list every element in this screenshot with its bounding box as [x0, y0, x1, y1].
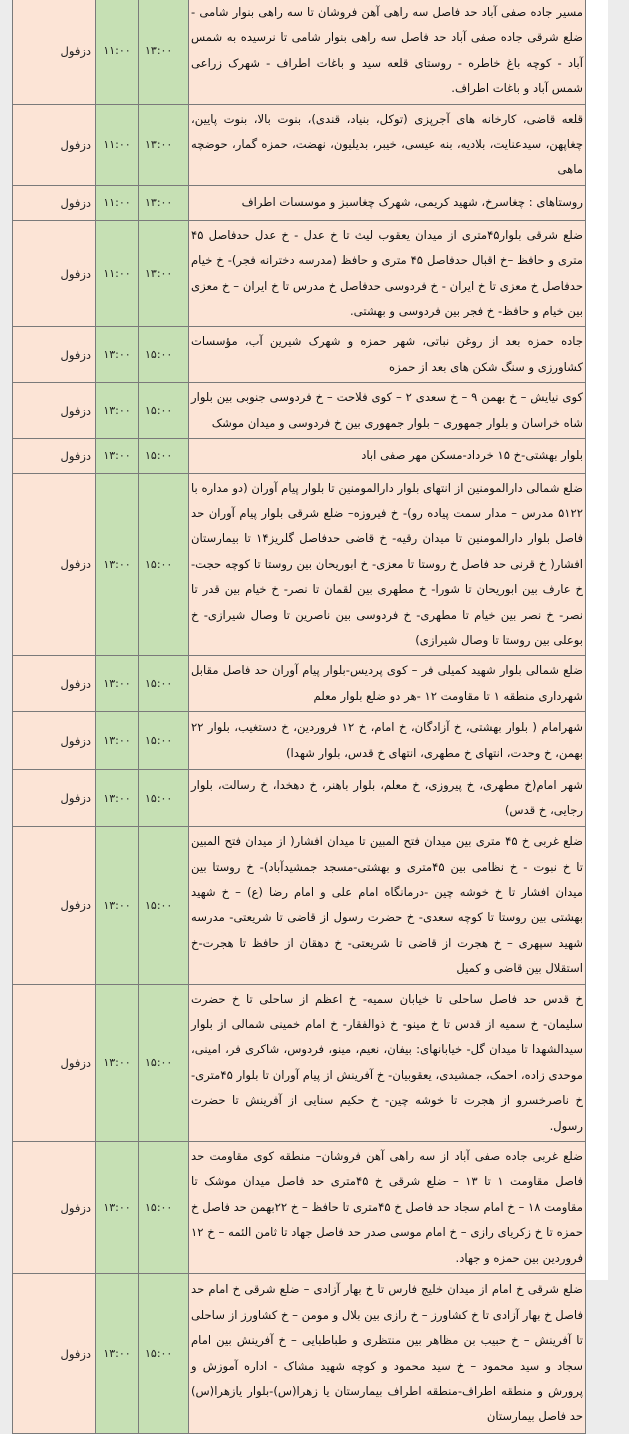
table-row [13, 220, 586, 327]
area-description-cell: ضلع شمالی دارالمومنین از انتهای بلوار دارالمومنین تا بلوار پیام آوران (دو مداره با ۵۱۲۲ مدرس – مدار سمت پیاده رو)- خ فیروزه– ضلع شرقی بلوار پیام آوران حد فاصل بلوار دارالمومنین تا میدان رقیه- خ قاضی حدفاصل گلریز۱۴ تا بیمارستان افشار( خ قرنی حد فاصل خ روستا تا معزی- خ ابوریحان بین روستا تا کوچه حجت-خ عارف بین ابوریحان تا شورا- خ مطهری بین لقمان تا نصر- خ خیام بین قدر تا نصر- خ نصر بین خیام تا مطهری- خ فردوسی بین ناصرین تا وصال شیرازی- خ بوعلی بین روستا تا وصال شیرازی) [189, 473, 586, 656]
start-time-cell: ۱۳:۰۰ [96, 383, 139, 439]
start-time-cell: ۱۳:۰۰ [96, 984, 139, 1141]
start-time-cell: ۱۱:۰۰ [96, 220, 139, 327]
area-description-cell: روستاهای : چغاسرخ، شهید کریمی، شهرک چغاسبز و موسسات اطراف [189, 185, 586, 220]
start-time-cell: ۱۱:۰۰ [96, 104, 139, 185]
city-cell: دزفول [13, 104, 96, 185]
end-time-cell: ۱۵:۰۰ [139, 1142, 189, 1274]
table-row [13, 473, 586, 656]
end-time-cell: ۱۳:۰۰ [139, 220, 189, 327]
table-row [13, 0, 586, 104]
start-time-cell: ۱۳:۰۰ [96, 439, 139, 473]
city-cell: دزفول [13, 827, 96, 984]
end-time-cell: ۱۵:۰۰ [139, 383, 189, 439]
area-description-cell: کوی نیایش – خ بهمن ۹ – خ سعدی ۲ – کوی فلاحت – خ فردوسی جنوبی بین بلوار شاه خراسان و بلوار جمهوری – بلوار جمهوری بین خ فردوسی و میدان موشک [189, 383, 586, 439]
end-time-cell: ۱۵:۰۰ [139, 1274, 189, 1434]
table-row [13, 1142, 586, 1274]
end-time-cell: ۱۵:۰۰ [139, 327, 189, 383]
table-row [13, 383, 586, 439]
page-margin-strip [586, 0, 608, 1280]
area-description-cell: بلوار بهشتی-خ ۱۵ خرداد-مسکن مهر صفی اباد [189, 439, 586, 473]
start-time-cell: ۱۳:۰۰ [96, 327, 139, 383]
end-time-cell: ۱۵:۰۰ [139, 984, 189, 1141]
table-row [13, 104, 586, 185]
table-row [13, 656, 586, 712]
area-description-cell: شهر امام(خ مطهری، خ پیروزی، خ معلم، بلوار باهنر، خ دهخدا، خ رسالت، بلوار رجایی، خ قدس) [189, 770, 586, 827]
city-cell: دزفول [13, 770, 96, 827]
start-time-cell: ۱۱:۰۰ [96, 185, 139, 220]
start-time-cell: ۱۳:۰۰ [96, 712, 139, 770]
table-row [13, 770, 586, 827]
end-time-cell: ۱۳:۰۰ [139, 0, 189, 104]
city-cell: دزفول [13, 473, 96, 656]
end-time-cell: ۱۳:۰۰ [139, 185, 189, 220]
outage-schedule-table-container [12, 0, 586, 1434]
end-time-cell: ۱۵:۰۰ [139, 439, 189, 473]
end-time-cell: ۱۵:۰۰ [139, 712, 189, 770]
area-description-cell: ضلع شمالی بلوار شهید کمیلی فر – کوی پردیس-بلوار پیام آوران حد فاصل مقابل شهرداری منطقه ۱ تا مقاومت ۱۲ -هر دو ضلع بلوار معلم [189, 656, 586, 712]
area-description-cell: ضلع غربی خ ۴۵ متری بین میدان فتح المبین تا میدان افشار( از میدان فتح المبین تا خ نبوت - خ نظامی بین ۴۵متری و بهشتی-مسجد جمشیدآباد)- خ روستا بین میدان افشار تا خ خوشه چین -درمانگاه امام علی و امام رضا (ع) – خ شهید بهشتی بین روستا تا کوچه سعدی- خ حضرت رسول از قاضی تا شریعتی- مدرسه شهید سپهری – خ هجرت از قاضی تا شریعتی- خ دهقان از حافظ تا هجرت-خ استقلال بین قاضی و کمیل [189, 827, 586, 984]
area-description-cell: ضلع شرقی خ امام از میدان خلیج فارس تا خ بهار آزادی – ضلع شرقی خ امام حد فاصل خ بهار آزادی تا خ کشاورز – خ رازی بین بلال و مومن – خ کشاورز از ساحلی تا آفرینش – خ حبیب بن مظاهر بین منتظری و طباطبایی – خ آفرینش بین امام سجاد و سید محمود – خ سید محمود و کوچه شهید مشاک - اداره آموزش و پرورش و منطقه اطراف-منطقه اطراف بیمارستان یا زهرا(س)-بلوار یازهرا(س) حد فاصل بیمارستان [189, 1274, 586, 1434]
area-description-cell: ضلع غربی جاده صفی آباد از سه راهی آهن فروشان– منطقه کوی مقاومت حد فاصل مقاومت ۱ تا ۱۳ – ضلع شرقی خ ۴۵متری حد فاصل میدان موشک تا مقاومت ۱۸ – خ امام سجاد حد فاصل خ ۴۵متری تا حافظ – خ ۲۲بهمن حد فاصل خ حمزه تا خ زکریای رازی – خ امام موسی صدر حد فاصل جهاد تا ثامن الئمه – خ ۱۲ فروردین بین حمزه و جهاد. [189, 1142, 586, 1274]
area-description-cell: ضلع شرقی بلوار۴۵متری از میدان یعقوب لیث تا خ عدل - خ عدل حدفاصل ۴۵ متری و حافظ –خ اقبال حدفاصل ۴۵ متری و حافظ (مدرسه دخترانه فجر)- خ خیام حدفاصل خ معزی تا خ ایران - خ فردوسی حدفاصل خ مدرس تا خ ایران – خ معزی بین خیام و حافظ- خ فجر بین فردوسی و بهشتی. [189, 220, 586, 327]
start-time-cell: ۱۳:۰۰ [96, 827, 139, 984]
end-time-cell: ۱۵:۰۰ [139, 770, 189, 827]
table-row [13, 1274, 586, 1434]
city-cell: دزفول [13, 383, 96, 439]
end-time-cell: ۱۵:۰۰ [139, 473, 189, 656]
city-cell: دزفول [13, 656, 96, 712]
city-cell: دزفول [13, 185, 96, 220]
start-time-cell: ۱۳:۰۰ [96, 656, 139, 712]
table-row [13, 712, 586, 770]
area-description-cell: قلعه قاضی، کارخانه های آجرپزی (توکل، بنیاد، قندی)، بنوت بالا، بنوت پایین، چغاپهن، سیدعنایت، بلادیه، بنه عیسی، خیبر، بدیلیون، نهضت، حمزه گمار، حوضچه ماهی [189, 104, 586, 185]
city-cell: دزفول [13, 984, 96, 1141]
start-time-cell: ۱۳:۰۰ [96, 473, 139, 656]
table-row [13, 984, 586, 1141]
outage-schedule-table [12, 0, 586, 1434]
city-cell: دزفول [13, 220, 96, 327]
area-description-cell: جاده حمزه بعد از روغن نباتی، شهر حمزه و شهرک شیرین آب، مؤسسات کشاورزی و سنگ شکن های بعد از حمزه [189, 327, 586, 383]
start-time-cell: ۱۱:۰۰ [96, 0, 139, 104]
city-cell: دزفول [13, 327, 96, 383]
city-cell: دزفول [13, 712, 96, 770]
end-time-cell: ۱۳:۰۰ [139, 104, 189, 185]
city-cell: دزفول [13, 1142, 96, 1274]
table-row [13, 827, 586, 984]
table-row [13, 439, 586, 473]
table-row [13, 185, 586, 220]
start-time-cell: ۱۳:۰۰ [96, 1142, 139, 1274]
table-body [13, 0, 586, 1434]
area-description-cell: شهرامام ( بلوار بهشتی، خ آزادگان، خ امام، خ ۱۲ فروردین، خ دستغیب، بلوار ۲۲ بهمن، خ وحدت، انتهای خ مطهری، انتهای خ قدس، بلوار شهدا) [189, 712, 586, 770]
area-description-cell: خ قدس حد فاصل ساحلی تا خیابان سمیه- خ اعظم از ساحلی تا خ حضرت سلیمان- خ سمیه از قدس تا خ مینو- خ ذوالفقار- خ امام خمینی شمالی از بلوار سیدالشهدا تا میدان گل- خیابانهای: بیفان، نعیم، مینو، فردوس، شاکری فر، امینی، موحدی زاده، احمک، جمشیدی، یعقوبیان- خ آفرینش از پیام آوران تا بلوار ۴۵متری- خ ناصرخسرو از هجرت تا خوشه چین- خ حکیم سنایی از آفرینش تا حضرت رسول. [189, 984, 586, 1141]
end-time-cell: ۱۵:۰۰ [139, 656, 189, 712]
city-cell: دزفول [13, 0, 96, 104]
start-time-cell: ۱۳:۰۰ [96, 1274, 139, 1434]
table-row [13, 327, 586, 383]
area-description-cell: مسیر جاده صفی آباد حد فاصل سه راهی آهن فروشان تا سه راهی بنوار شامی - ضلع شرقی جاده صفی آباد حد فاصل سه راهی بنوار شامی تا نرسیده به شمس آباد - کوچه باغ خاطره - روستای قلعه سید و باغات اطراف - شهرک زراعی شمس آباد و باغات اطراف. [189, 0, 586, 104]
city-cell: دزفول [13, 439, 96, 473]
city-cell: دزفول [13, 1274, 96, 1434]
start-time-cell: ۱۳:۰۰ [96, 770, 139, 827]
end-time-cell: ۱۵:۰۰ [139, 827, 189, 984]
